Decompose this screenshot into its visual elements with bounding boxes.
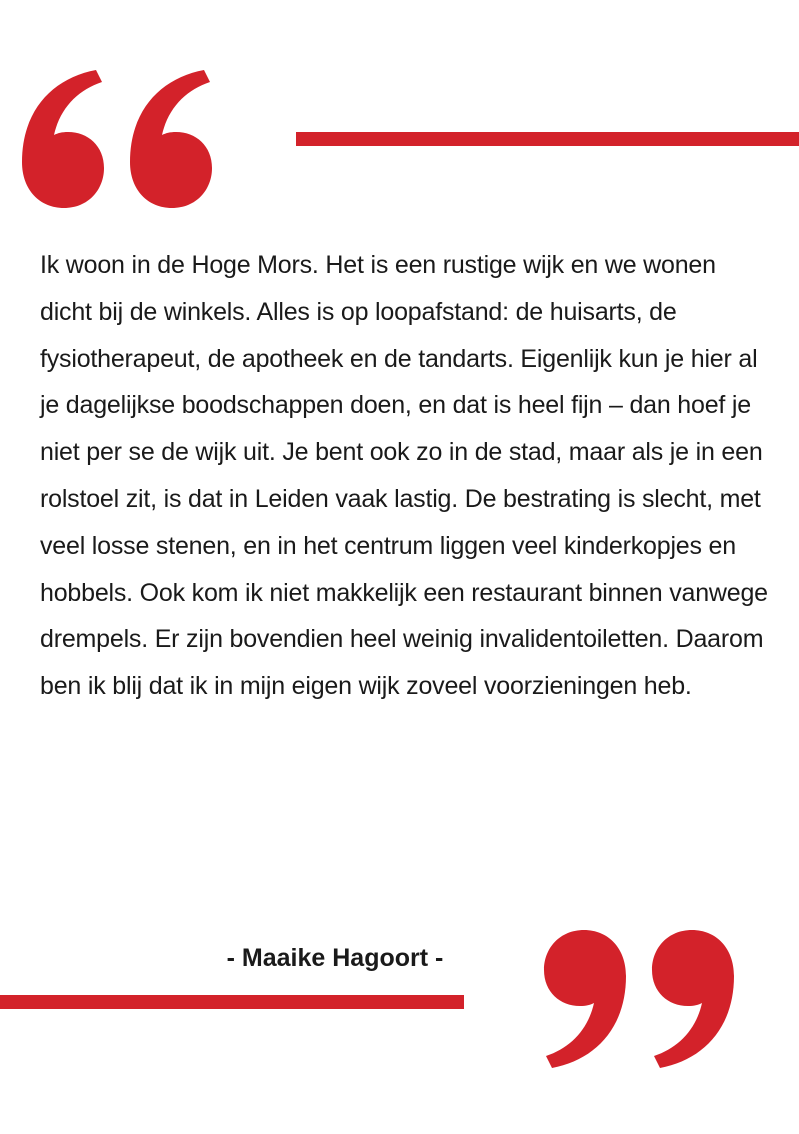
quote-close-icon xyxy=(538,928,738,1068)
top-divider-line xyxy=(296,132,799,146)
quote-attribution: - Maaike Hagoort - xyxy=(226,944,444,972)
quote-text: Ik woon in de Hoge Mors. Het is een rustige wijk en we wonen dicht bij de winkels. Alles is op loopafstand: de huisarts, de fysiotherapeut, de apotheek en de tandarts. Eigenlijk kun je hier al je dagelijkse boodschappen doen, en dat is heel fijn – dan hoef je niet per se de wijk uit. Je bent ook zo in de stad, maar als je in een rolstoel zit, is dat in Leiden vaak lastig. De bestrating is slecht, met veel losse stenen, en in het centrum liggen veel kinderkopjes en hobbels. Ook kom ik niet makkelijk een restaurant binnen vanwege drempels. Er zijn bovendien heel weinig invalidentoiletten. Daarom ben ik blij dat ik in mijn eigen wijk zoveel voorzieningen heb. xyxy=(40,251,768,701)
bottom-divider-line xyxy=(0,995,464,1009)
quote-open-icon xyxy=(18,70,218,210)
